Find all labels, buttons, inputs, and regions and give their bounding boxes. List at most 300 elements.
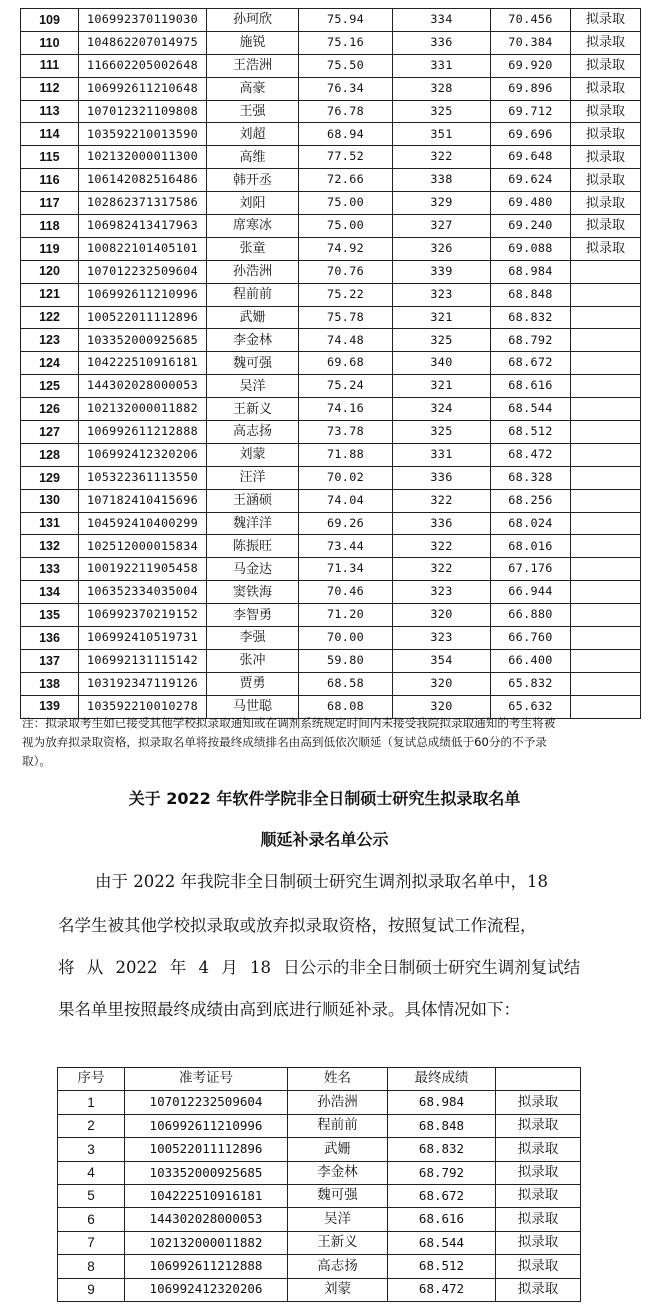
cell-exam-score: 320 [393, 695, 491, 718]
table-row [21, 489, 641, 512]
cell-status: 拟录取 [496, 1208, 581, 1231]
cell-status: 拟录取 [571, 77, 641, 100]
cell-name: 张冲 [207, 649, 299, 672]
cell-seq: 116 [21, 169, 79, 192]
cell-name: 刘阳 [207, 192, 299, 215]
table-row [21, 100, 641, 123]
cell-final-score: 69.696 [491, 123, 571, 146]
cell-exam-id: 104862207014975 [79, 31, 207, 54]
cell-status [571, 443, 641, 466]
cell-retest-score: 74.92 [299, 237, 393, 260]
cell-final-score: 69.088 [491, 237, 571, 260]
cell-final-score: 68.616 [491, 375, 571, 398]
cell-exam-id: 106992131115142 [79, 649, 207, 672]
cell-final-score: 68.544 [388, 1231, 496, 1254]
cell-exam-id: 103592210010278 [79, 695, 207, 718]
table-row [21, 306, 641, 329]
cell-exam-id: 144302028000053 [79, 375, 207, 398]
cell-exam-id: 103192347119126 [79, 672, 207, 695]
cell-final-score: 68.472 [388, 1278, 496, 1301]
cell-exam-score: 336 [393, 466, 491, 489]
table-row [21, 237, 641, 260]
cell-final-score: 69.624 [491, 169, 571, 192]
cell-name: 魏洋洋 [207, 512, 299, 535]
cell-seq: 6 [58, 1208, 125, 1231]
cell-seq: 2 [58, 1114, 125, 1137]
cell-retest-score: 76.78 [299, 100, 393, 123]
cell-exam-score: 323 [393, 627, 491, 650]
supplementary-admission-table [57, 1067, 581, 1302]
cell-final-score: 65.832 [491, 672, 571, 695]
cell-name: 窦铁海 [207, 581, 299, 604]
table-row [21, 649, 641, 672]
cell-final-score: 68.792 [491, 329, 571, 352]
cell-final-score: 67.176 [491, 558, 571, 581]
table-row [21, 146, 641, 169]
cell-name: 孙浩洲 [288, 1091, 388, 1114]
footnote-line: 注：拟录取考生如已接受其他学校拟录取通知或在调剂系统规定时间内未接受我院拟录取通知的考生将被 [22, 716, 556, 730]
cell-exam-score: 326 [393, 237, 491, 260]
cell-final-score: 68.792 [388, 1161, 496, 1184]
cell-final-score: 69.712 [491, 100, 571, 123]
cell-seq: 129 [21, 466, 79, 489]
cell-retest-score: 76.34 [299, 77, 393, 100]
cell-status [571, 512, 641, 535]
cell-exam-score: 321 [393, 375, 491, 398]
table-row [21, 604, 641, 627]
cell-seq: 124 [21, 352, 79, 375]
cell-seq: 3 [58, 1138, 125, 1161]
table-row [21, 283, 641, 306]
cell-final-score: 69.896 [491, 77, 571, 100]
cell-status [571, 672, 641, 695]
notice-paragraph-line: 果名单里按照最终成绩由高到底进行顺延补录。具体情况如下： [58, 1000, 520, 1019]
cell-status [571, 581, 641, 604]
cell-name: 王新义 [207, 398, 299, 421]
cell-final-score: 68.832 [491, 306, 571, 329]
cell-exam-score: 322 [393, 489, 491, 512]
cell-exam-id: 102862371317586 [79, 192, 207, 215]
cell-exam-id: 102132000011882 [79, 398, 207, 421]
cell-final-score: 68.016 [491, 535, 571, 558]
cell-name: 李强 [207, 627, 299, 650]
cell-exam-id: 103592210013590 [79, 123, 207, 146]
table-row [21, 443, 641, 466]
cell-name: 陈振旺 [207, 535, 299, 558]
cell-status: 拟录取 [496, 1278, 581, 1301]
cell-seq: 114 [21, 123, 79, 146]
cell-exam-id: 106992370219152 [79, 604, 207, 627]
cell-seq: 132 [21, 535, 79, 558]
cell-exam-score: 336 [393, 31, 491, 54]
cell-status [571, 329, 641, 352]
cell-name: 孙珂欣 [207, 9, 299, 32]
table-row [21, 398, 641, 421]
cell-seq: 113 [21, 100, 79, 123]
cell-status: 拟录取 [571, 9, 641, 32]
cell-exam-score: 354 [393, 649, 491, 672]
cell-status: 拟录取 [496, 1138, 581, 1161]
cell-exam-id: 106352334035004 [79, 581, 207, 604]
cell-name: 李智勇 [207, 604, 299, 627]
table-row [58, 1091, 581, 1114]
cell-name: 高志扬 [288, 1255, 388, 1278]
cell-exam-id: 107012232509604 [79, 260, 207, 283]
cell-retest-score: 75.22 [299, 283, 393, 306]
cell-exam-score: 351 [393, 123, 491, 146]
cell-final-score: 68.832 [388, 1138, 496, 1161]
cell-seq: 111 [21, 54, 79, 77]
cell-seq: 133 [21, 558, 79, 581]
cell-status: 拟录取 [496, 1231, 581, 1254]
table-row [21, 627, 641, 650]
cell-seq: 126 [21, 398, 79, 421]
cell-final-score: 68.984 [388, 1091, 496, 1114]
cell-seq: 110 [21, 31, 79, 54]
table-row [58, 1184, 581, 1207]
cell-name: 李金林 [288, 1161, 388, 1184]
cell-exam-id: 102132000011882 [125, 1231, 288, 1254]
cell-name: 马金达 [207, 558, 299, 581]
cell-seq: 120 [21, 260, 79, 283]
header-name: 姓名 [288, 1068, 388, 1091]
header-status [496, 1068, 581, 1091]
cell-retest-score: 70.00 [299, 627, 393, 650]
notice-paragraph-line: 将 从 2022 年 4 月 18 日公示的非全日制硕士研究生调剂复试结 [58, 958, 581, 977]
cell-final-score: 68.616 [388, 1208, 496, 1231]
cell-exam-id: 102132000011300 [79, 146, 207, 169]
cell-exam-score: 320 [393, 672, 491, 695]
cell-final-score: 65.632 [491, 695, 571, 718]
header-final-score: 最终成绩 [388, 1068, 496, 1091]
cell-name: 程前前 [207, 283, 299, 306]
cell-exam-id: 106142082516486 [79, 169, 207, 192]
cell-status [571, 352, 641, 375]
cell-name: 韩开丞 [207, 169, 299, 192]
cell-retest-score: 71.20 [299, 604, 393, 627]
notice-title: 关于 2022 年软件学院非全日制硕士研究生拟录取名单 [128, 789, 521, 808]
cell-seq: 119 [21, 237, 79, 260]
table-row [21, 329, 641, 352]
cell-status: 拟录取 [496, 1184, 581, 1207]
header-exam-id: 准考证号 [125, 1068, 288, 1091]
cell-retest-score: 59.80 [299, 649, 393, 672]
cell-seq: 115 [21, 146, 79, 169]
cell-seq: 112 [21, 77, 79, 100]
cell-final-score: 68.024 [491, 512, 571, 535]
cell-seq: 130 [21, 489, 79, 512]
cell-status [571, 535, 641, 558]
cell-exam-id: 116602205002648 [79, 54, 207, 77]
cell-exam-score: 322 [393, 535, 491, 558]
table-row [21, 352, 641, 375]
cell-status: 拟录取 [571, 215, 641, 238]
cell-seq: 7 [58, 1231, 125, 1254]
cell-retest-score: 69.68 [299, 352, 393, 375]
cell-retest-score: 73.44 [299, 535, 393, 558]
cell-seq: 125 [21, 375, 79, 398]
cell-exam-id: 102512000015834 [79, 535, 207, 558]
cell-exam-score: 338 [393, 169, 491, 192]
table-row [21, 169, 641, 192]
cell-exam-id: 106992611210996 [125, 1114, 288, 1137]
cell-retest-score: 75.94 [299, 9, 393, 32]
cell-seq: 139 [21, 695, 79, 718]
cell-status: 拟录取 [571, 192, 641, 215]
cell-name: 程前前 [288, 1114, 388, 1137]
cell-final-score: 66.760 [491, 627, 571, 650]
cell-name: 刘蒙 [288, 1278, 388, 1301]
cell-exam-score: 321 [393, 306, 491, 329]
cell-exam-score: 325 [393, 329, 491, 352]
cell-seq: 117 [21, 192, 79, 215]
cell-seq: 8 [58, 1255, 125, 1278]
cell-seq: 138 [21, 672, 79, 695]
cell-retest-score: 72.66 [299, 169, 393, 192]
cell-exam-score: 320 [393, 604, 491, 627]
cell-status [571, 649, 641, 672]
cell-seq: 127 [21, 421, 79, 444]
table-row [58, 1255, 581, 1278]
cell-final-score: 68.328 [491, 466, 571, 489]
cell-final-score: 66.944 [491, 581, 571, 604]
table-row [21, 421, 641, 444]
cell-retest-score: 75.16 [299, 31, 393, 54]
cell-exam-id: 104592410400299 [79, 512, 207, 535]
cell-seq: 128 [21, 443, 79, 466]
table-row [21, 535, 641, 558]
cell-retest-score: 68.94 [299, 123, 393, 146]
cell-exam-id: 100192211905458 [79, 558, 207, 581]
cell-name: 席寒冰 [207, 215, 299, 238]
cell-retest-score: 71.34 [299, 558, 393, 581]
cell-exam-score: 331 [393, 443, 491, 466]
cell-final-score: 69.920 [491, 54, 571, 77]
cell-final-score: 68.256 [491, 489, 571, 512]
cell-seq: 109 [21, 9, 79, 32]
cell-seq: 122 [21, 306, 79, 329]
cell-seq: 134 [21, 581, 79, 604]
cell-seq: 123 [21, 329, 79, 352]
cell-name: 魏可强 [207, 352, 299, 375]
cell-status: 拟录取 [571, 169, 641, 192]
cell-name: 王强 [207, 100, 299, 123]
cell-exam-score: 331 [393, 54, 491, 77]
table-row [21, 512, 641, 535]
notice-subtitle: 顺延补录名单公示 [260, 830, 389, 849]
header-seq: 序号 [58, 1068, 125, 1091]
cell-status [571, 398, 641, 421]
cell-name: 王浩洲 [207, 54, 299, 77]
cell-final-score: 66.880 [491, 604, 571, 627]
cell-name: 高豪 [207, 77, 299, 100]
cell-final-score: 68.544 [491, 398, 571, 421]
table-row [21, 31, 641, 54]
cell-name: 李金林 [207, 329, 299, 352]
cell-exam-id: 107012321109808 [79, 100, 207, 123]
cell-status: 拟录取 [571, 146, 641, 169]
cell-retest-score: 68.08 [299, 695, 393, 718]
cell-name: 贾勇 [207, 672, 299, 695]
cell-retest-score: 75.24 [299, 375, 393, 398]
cell-seq: 5 [58, 1184, 125, 1207]
cell-exam-score: 340 [393, 352, 491, 375]
cell-name: 张童 [207, 237, 299, 260]
cell-status [571, 283, 641, 306]
cell-exam-id: 104222510916181 [79, 352, 207, 375]
cell-retest-score: 74.04 [299, 489, 393, 512]
cell-final-score: 68.472 [491, 443, 571, 466]
table-row [21, 9, 641, 32]
cell-final-score: 68.848 [388, 1114, 496, 1137]
cell-retest-score: 71.88 [299, 443, 393, 466]
footnote-line: 视为放弃拟录取资格，拟录取名单将按最终成绩排名由高到低依次顺延（复试总成绩低于60分的不予录 [22, 735, 547, 749]
notice-paragraph-line: 由于 2022 年我院非全日制硕士研究生调剂拟录取名单中，18 [95, 872, 548, 891]
cell-exam-id: 106992611210996 [79, 283, 207, 306]
table-row [58, 1208, 581, 1231]
cell-name: 王涵硕 [207, 489, 299, 512]
cell-exam-id: 105322361113550 [79, 466, 207, 489]
cell-retest-score: 70.02 [299, 466, 393, 489]
cell-seq: 118 [21, 215, 79, 238]
cell-final-score: 68.512 [388, 1255, 496, 1278]
cell-retest-score: 77.52 [299, 146, 393, 169]
cell-status: 拟录取 [571, 123, 641, 146]
cell-seq: 135 [21, 604, 79, 627]
cell-name: 孙浩洲 [207, 260, 299, 283]
cell-name: 魏可强 [288, 1184, 388, 1207]
cell-final-score: 68.672 [491, 352, 571, 375]
cell-exam-score: 339 [393, 260, 491, 283]
cell-seq: 4 [58, 1161, 125, 1184]
cell-status [571, 489, 641, 512]
cell-seq: 9 [58, 1278, 125, 1301]
cell-exam-id: 106992611212888 [79, 421, 207, 444]
cell-final-score: 66.400 [491, 649, 571, 672]
table-row [21, 375, 641, 398]
cell-name: 武姗 [207, 306, 299, 329]
cell-name: 马世聪 [207, 695, 299, 718]
cell-name: 刘超 [207, 123, 299, 146]
cell-retest-score: 68.58 [299, 672, 393, 695]
cell-retest-score: 74.16 [299, 398, 393, 421]
cell-retest-score: 74.48 [299, 329, 393, 352]
cell-exam-score: 325 [393, 100, 491, 123]
cell-exam-id: 106992412320206 [79, 443, 207, 466]
table-row [21, 466, 641, 489]
table-row [21, 260, 641, 283]
cell-retest-score: 75.50 [299, 54, 393, 77]
cell-status [571, 627, 641, 650]
cell-status [571, 260, 641, 283]
cell-exam-id: 100522011112896 [79, 306, 207, 329]
cell-name: 施锐 [207, 31, 299, 54]
cell-exam-id: 104222510916181 [125, 1184, 288, 1207]
cell-exam-score: 323 [393, 283, 491, 306]
table-row [58, 1114, 581, 1137]
cell-exam-id: 100522011112896 [125, 1138, 288, 1161]
cell-exam-id: 103352000925685 [79, 329, 207, 352]
table-row [58, 1161, 581, 1184]
cell-name: 王新义 [288, 1231, 388, 1254]
cell-exam-id: 106992611210648 [79, 77, 207, 100]
cell-exam-id: 106992370119030 [79, 9, 207, 32]
cell-name: 武姗 [288, 1138, 388, 1161]
cell-exam-score: 329 [393, 192, 491, 215]
cell-exam-id: 106992410519731 [79, 627, 207, 650]
cell-final-score: 70.456 [491, 9, 571, 32]
cell-exam-score: 328 [393, 77, 491, 100]
cell-retest-score: 73.78 [299, 421, 393, 444]
table-row [21, 581, 641, 604]
cell-retest-score: 75.00 [299, 215, 393, 238]
notice-paragraph-line: 名学生被其他学校拟录取或放弃拟录取资格，按照复试工作流程， [58, 916, 537, 935]
table-row [58, 1231, 581, 1254]
cell-exam-score: 322 [393, 558, 491, 581]
cell-status: 拟录取 [496, 1255, 581, 1278]
cell-final-score: 70.384 [491, 31, 571, 54]
table-header-row [58, 1068, 581, 1091]
cell-final-score: 69.648 [491, 146, 571, 169]
cell-final-score: 68.672 [388, 1184, 496, 1207]
cell-name: 高志扬 [207, 421, 299, 444]
cell-exam-id: 100822101405101 [79, 237, 207, 260]
cell-final-score: 69.480 [491, 192, 571, 215]
cell-name: 高维 [207, 146, 299, 169]
cell-retest-score: 70.76 [299, 260, 393, 283]
cell-name: 吴洋 [207, 375, 299, 398]
footnote-line: 取）。 [22, 754, 51, 768]
cell-status [571, 604, 641, 627]
cell-seq: 137 [21, 649, 79, 672]
cell-final-score: 68.512 [491, 421, 571, 444]
table-row [21, 123, 641, 146]
cell-exam-id: 106992412320206 [125, 1278, 288, 1301]
cell-name: 汪洋 [207, 466, 299, 489]
cell-exam-id: 106982413417963 [79, 215, 207, 238]
cell-exam-score: 323 [393, 581, 491, 604]
cell-retest-score: 75.78 [299, 306, 393, 329]
cell-seq: 121 [21, 283, 79, 306]
cell-seq: 136 [21, 627, 79, 650]
cell-name: 吴洋 [288, 1208, 388, 1231]
cell-status: 拟录取 [571, 54, 641, 77]
table-row [21, 54, 641, 77]
cell-retest-score: 75.00 [299, 192, 393, 215]
cell-retest-score: 70.46 [299, 581, 393, 604]
cell-status: 拟录取 [571, 100, 641, 123]
cell-exam-score: 324 [393, 398, 491, 421]
cell-status: 拟录取 [571, 237, 641, 260]
cell-exam-id: 107182410415696 [79, 489, 207, 512]
cell-status: 拟录取 [571, 31, 641, 54]
table-row [21, 558, 641, 581]
cell-status: 拟录取 [496, 1161, 581, 1184]
cell-status [571, 375, 641, 398]
cell-name: 刘蒙 [207, 443, 299, 466]
cell-exam-id: 106992611212888 [125, 1255, 288, 1278]
cell-exam-score: 336 [393, 512, 491, 535]
candidate-ranking-table [20, 8, 641, 719]
table-row [21, 77, 641, 100]
table-row [21, 672, 641, 695]
cell-seq: 1 [58, 1091, 125, 1114]
cell-status [571, 421, 641, 444]
cell-status [571, 306, 641, 329]
table-row [58, 1278, 581, 1301]
cell-status [571, 466, 641, 489]
cell-exam-score: 327 [393, 215, 491, 238]
